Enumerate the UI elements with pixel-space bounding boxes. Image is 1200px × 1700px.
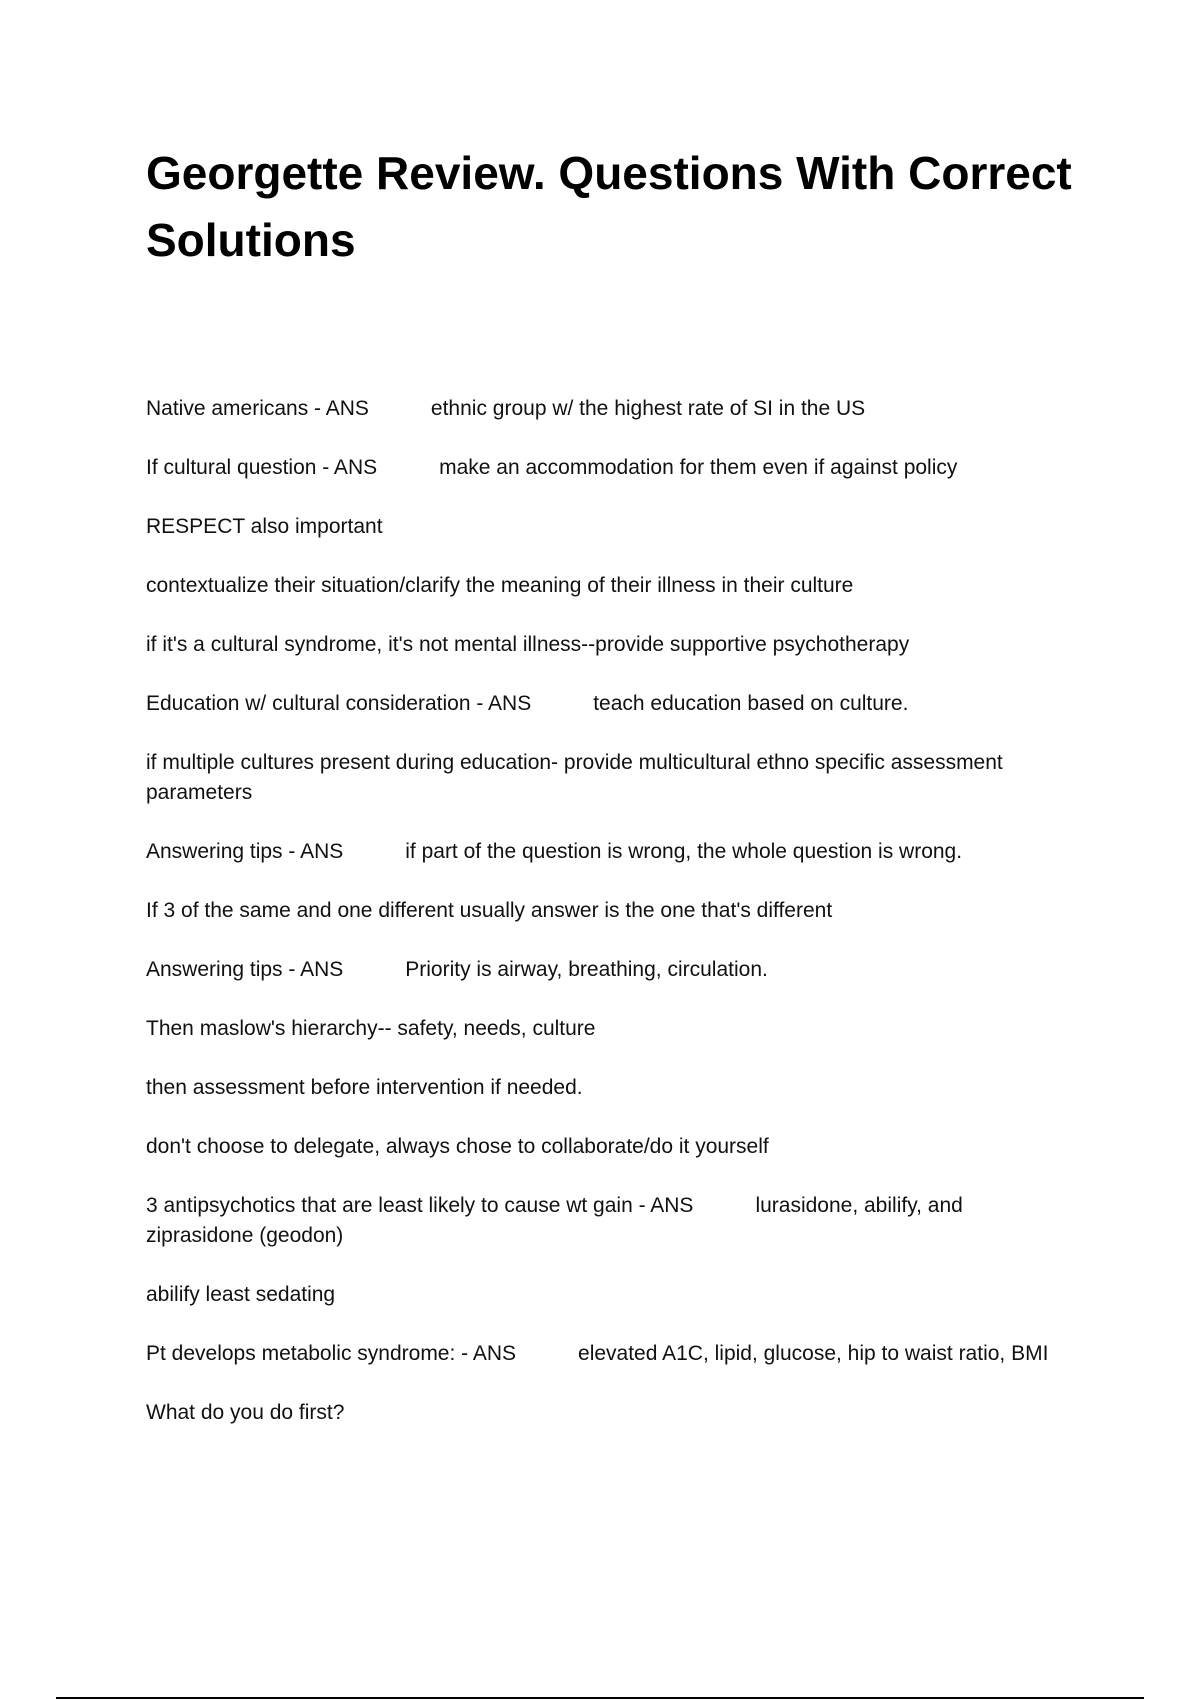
- answer-text: Priority is airway, breathing, circulation.: [405, 958, 768, 981]
- question-text: Native americans - ANS: [146, 397, 369, 420]
- question-text: Education w/ cultural consideration - ANS: [146, 692, 532, 715]
- page-bottom-divider: [56, 1697, 1144, 1699]
- note-paragraph: if it's a cultural syndrome, it's not mental illness--provide supportive psychotherapy: [146, 633, 910, 656]
- note-paragraph: Then maslow's hierarchy-- safety, needs, culture: [146, 1017, 596, 1040]
- answer-text: elevated A1C, lipid, glucose, hip to waist ratio, BMI: [578, 1342, 1049, 1365]
- question-text: Answering tips - ANS: [146, 840, 344, 863]
- note-paragraph: contextualize their situation/clarify the meaning of their illness in their culture: [146, 574, 854, 597]
- note-paragraph: RESPECT also important: [146, 515, 383, 538]
- answer-text: teach education based on culture.: [593, 692, 909, 715]
- answer-text: ethnic group w/ the highest rate of SI in the US: [430, 397, 866, 420]
- note-paragraph: if multiple cultures present during education- provide multicultural ethno specific assessment parameters: [146, 751, 1003, 804]
- answer-text: if part of the question is wrong, the whole question is wrong.: [405, 840, 963, 863]
- answer-text: make an accommodation for them even if against policy: [439, 456, 958, 479]
- qa-paragraph: [146, 453, 1066, 483]
- answer-text: lurasidone, abilify, and ziprasidone (geodon): [146, 1194, 963, 1247]
- qa-paragraph: [146, 955, 1066, 985]
- question-text: 3 antipsychotics that are least likely to cause wt gain - ANS: [146, 1194, 694, 1217]
- note-paragraph: What do you do first?: [146, 1401, 345, 1424]
- qa-paragraph: [146, 1191, 1066, 1251]
- qa-paragraph: [146, 394, 1066, 424]
- document-body: [146, 394, 1066, 1457]
- note-paragraph: then assessment before intervention if needed.: [146, 1076, 583, 1099]
- qa-paragraph: [146, 1339, 1066, 1369]
- question-text: Answering tips - ANS: [146, 958, 344, 981]
- note-paragraph: If 3 of the same and one different usually answer is the one that's different: [146, 899, 833, 922]
- question-text: Pt develops metabolic syndrome: - ANS: [146, 1342, 517, 1365]
- qa-paragraph: [146, 837, 1066, 867]
- question-text: If cultural question - ANS: [146, 456, 378, 479]
- note-paragraph: abilify least sedating: [146, 1283, 336, 1306]
- note-paragraph: don't choose to delegate, always chose to collaborate/do it yourself: [146, 1135, 769, 1158]
- qa-paragraph: [146, 689, 1066, 719]
- document-title: Georgette Review. Questions With Correct Solutions: [146, 147, 1072, 266]
